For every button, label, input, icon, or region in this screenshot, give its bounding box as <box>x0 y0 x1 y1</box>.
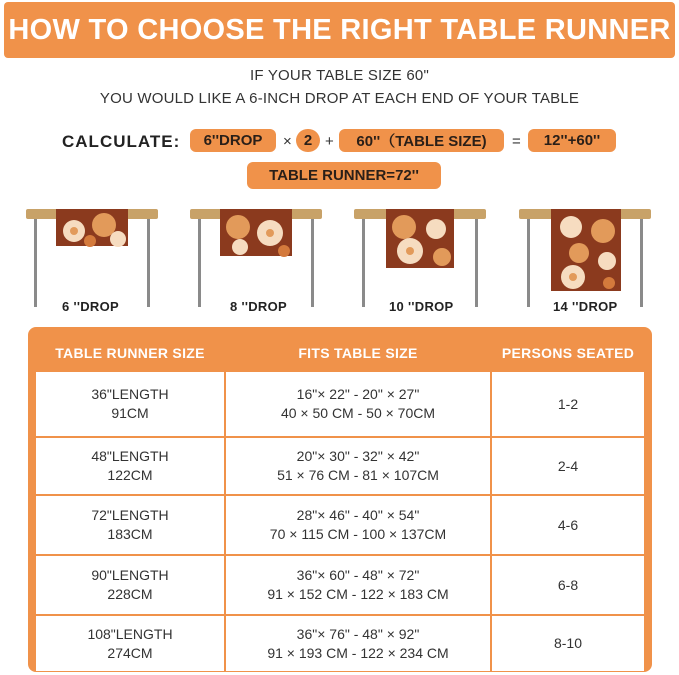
fits-inches: 28"× 46" - 40" × 54" <box>296 507 420 523</box>
persons-value: 8-10 <box>553 635 583 651</box>
drop-label-8: 8 ''DROP <box>230 299 287 314</box>
runner-result-pill: TABLE RUNNER=72'' <box>247 162 441 189</box>
fits-inches: 20"× 30" - 32" × 42" <box>296 448 420 464</box>
fits-cm: 51 × 76 CM - 81 × 107CM <box>277 467 439 483</box>
header-runner-size: TABLE RUNNER SIZE <box>55 345 205 361</box>
fits-inches: 36"× 60" - 48" × 72" <box>296 567 420 583</box>
fits-cm: 91 × 193 CM - 122 × 234 CM <box>267 644 449 661</box>
runner-cm: 228CM <box>107 586 153 602</box>
result-pill: 12''+60'' <box>528 129 616 152</box>
header-persons-seated: PERSONS SEATED <box>501 345 635 361</box>
fits-inches: 36"× 76" - 48" × 92" <box>296 625 420 642</box>
fits-cm: 91 × 152 CM - 122 × 183 CM <box>267 586 449 602</box>
runner-size-cell <box>36 496 224 554</box>
drop-label-10: 10 ''DROP <box>389 299 454 314</box>
runner-cm: 274CM <box>107 644 153 661</box>
title-banner <box>4 2 675 58</box>
drop-label-6: 6 ''DROP <box>62 299 119 314</box>
runner-size-cell <box>36 372 224 436</box>
multiplier-pill: 2 <box>296 129 320 152</box>
size-table-body <box>36 372 644 665</box>
fits-size-cell <box>226 496 490 554</box>
fits-cm: 70 × 115 CM - 100 × 137CM <box>269 526 447 542</box>
runner-cm: 91CM <box>111 405 149 421</box>
intro-line-1: IF YOUR TABLE SIZE 60" <box>250 67 429 84</box>
runner-length: 36"LENGTH <box>91 386 169 402</box>
fits-size-cell <box>226 372 490 436</box>
fits-cm: 40 × 50 CM - 50 × 70CM <box>280 405 436 421</box>
persons-cell <box>492 556 644 614</box>
persons-cell <box>492 438 644 494</box>
intro-line-2: YOU WOULD LIKE A 6-INCH DROP AT EACH END OF YOUR TABLE <box>99 90 580 107</box>
fits-size-cell <box>226 616 490 671</box>
fits-size-cell <box>226 438 490 494</box>
calculate-label: CALCULATE: <box>62 132 181 151</box>
drop-label-14: 14 ''DROP <box>553 299 618 314</box>
plus-operator: + <box>325 133 334 150</box>
runner-length: 90"LENGTH <box>91 567 169 583</box>
persons-value: 1-2 <box>557 395 579 412</box>
runner-length: 72"LENGTH <box>91 507 169 523</box>
size-table <box>28 327 652 672</box>
persons-cell <box>492 372 644 436</box>
persons-value: 2-4 <box>557 457 579 474</box>
runner-size-cell <box>36 556 224 614</box>
persons-value: 6-8 <box>557 576 579 593</box>
runner-size-cell <box>36 616 224 671</box>
header-fits-table-size: FITS TABLE SIZE <box>298 345 418 361</box>
runner-length: 48"LENGTH <box>91 448 169 464</box>
runner-size-cell <box>36 438 224 494</box>
persons-cell <box>492 616 644 671</box>
fits-size-cell <box>226 556 490 614</box>
persons-cell <box>492 496 644 554</box>
fits-inches: 16"× 22" - 20" × 27" <box>296 386 420 402</box>
equals-operator: = <box>512 133 521 150</box>
drop-pill: 6''DROP <box>190 129 276 152</box>
runner-cm: 122CM <box>107 467 153 483</box>
page-title: HOW TO CHOOSE THE RIGHT TABLE RUNNER <box>8 13 671 46</box>
table-size-pill: 60''（TABLE SIZE) <box>339 129 504 152</box>
runner-length: 108"LENGTH <box>87 625 173 642</box>
persons-value: 4-6 <box>557 516 579 533</box>
times-operator: × <box>283 133 292 150</box>
runner-cm: 183CM <box>107 526 153 542</box>
